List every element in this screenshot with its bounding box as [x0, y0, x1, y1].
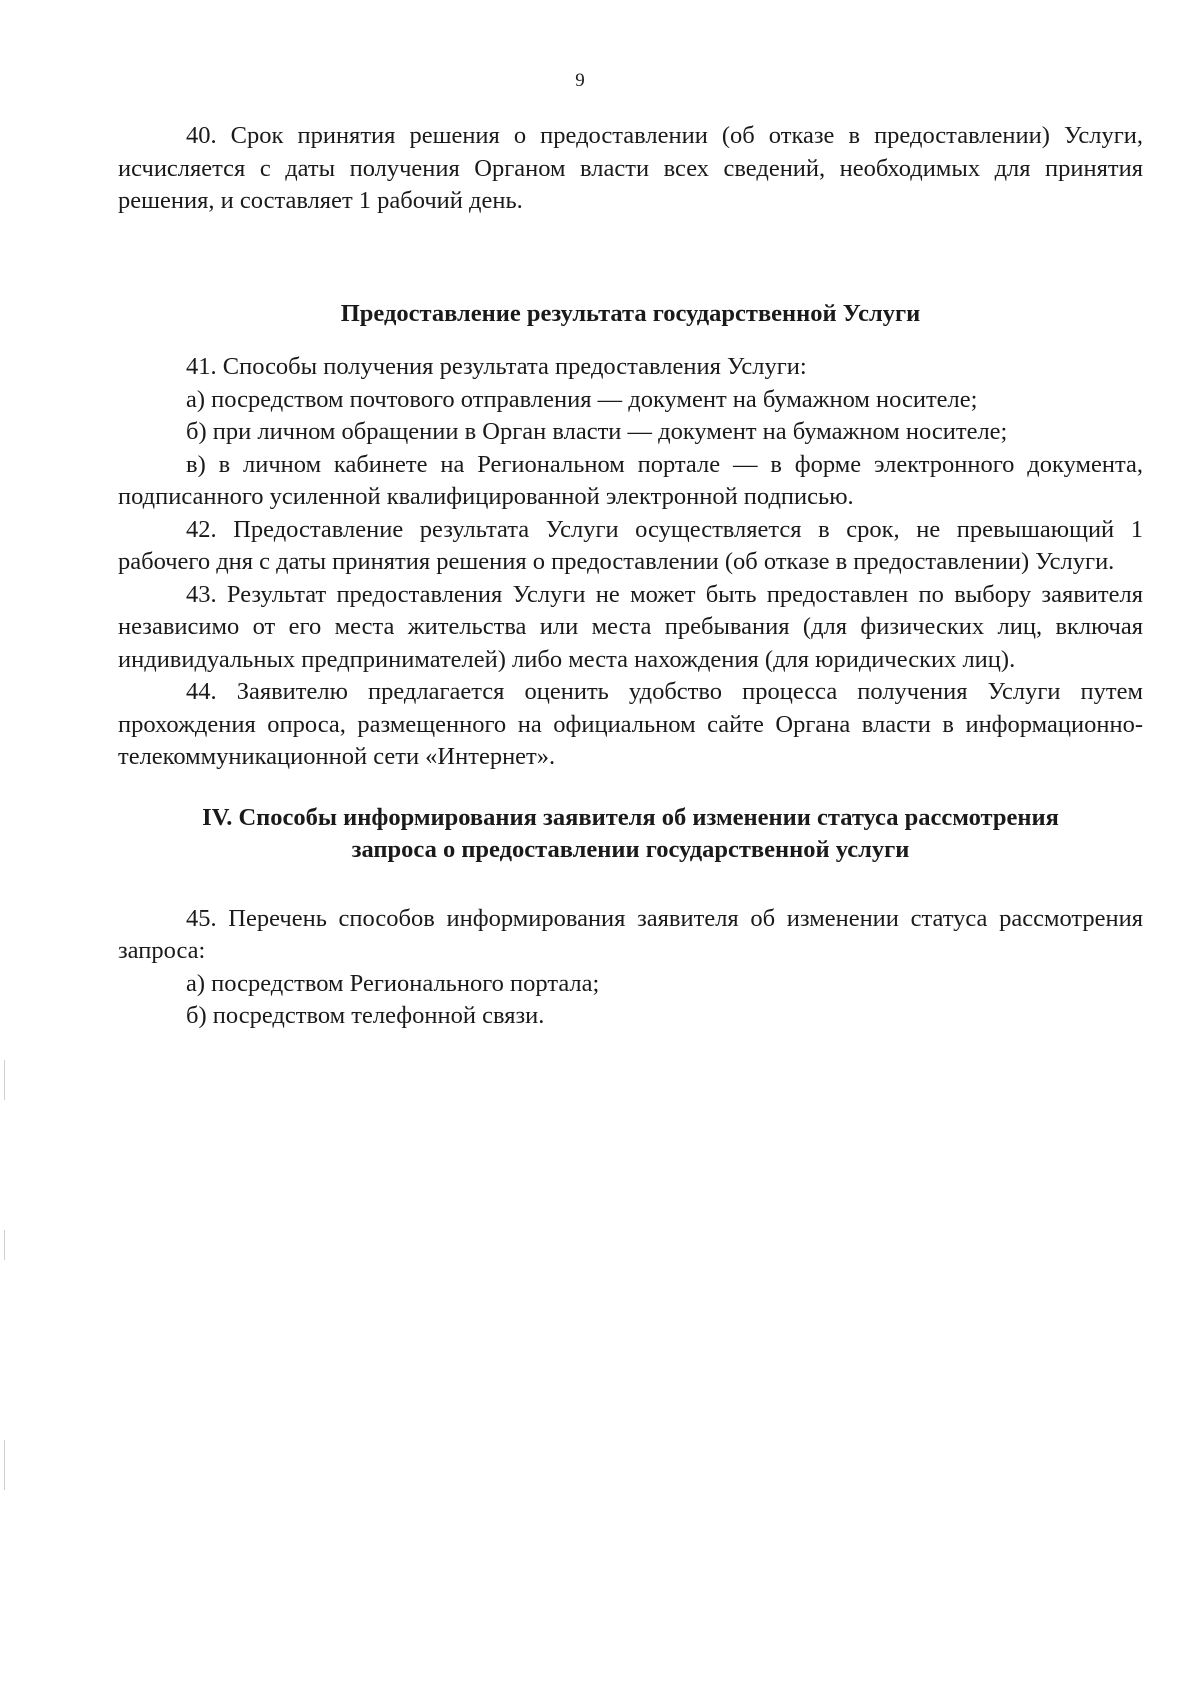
- scan-edge-mark: [4, 1060, 5, 1100]
- list-item-41a: а) посредством почтового отправления — документ на бумажном носителе;: [186, 385, 978, 413]
- list-item-45a: а) посредством Регионального портала;: [186, 969, 600, 997]
- section-heading-iv-line2: запроса о предоставлении государственной услуги: [351, 836, 910, 863]
- list-item-41c: в) в личном кабинете на Региональном портале — в форме электронного документа, подписанного усиленной квалифицированной электронной подписью.: [118, 450, 1143, 510]
- document-body: [118, 120, 1143, 1033]
- paragraph-42: 42. Предоставление результата Услуги осуществляется в срок, не превышающий 1 рабочего дня с даты принятия решения о предоставлении (об отказе в предоставлении) Услуги.: [118, 515, 1143, 575]
- paragraph-40: 40. Срок принятия решения о предоставлении (об отказе в предоставлении) Услуги, исчисляется с даты получения Органом власти всех сведений, необходимых для принятия решения, и составляет 1 рабочий день.: [118, 122, 1143, 214]
- paragraph-45: 45. Перечень способов информирования заявителя об изменении статуса рассмотрения запроса:: [118, 904, 1143, 964]
- paragraph-44: 44. Заявителю предлагается оценить удобство процесса получения Услуги путем прохождения опроса, размещенного на официальном сайте Органа власти в информационно-телекоммуникационной сети «Интернет».: [118, 678, 1143, 770]
- section-heading-result: Предоставление результата государственной Услуги: [340, 299, 921, 327]
- scan-edge-mark: [4, 1230, 5, 1260]
- list-item-41b: б) при личном обращении в Орган власти — документ на бумажном носителе;: [186, 418, 1008, 445]
- paragraph-41: 41. Способы получения результата предоставления Услуги:: [186, 353, 807, 380]
- paragraph-43: 43. Результат предоставления Услуги не может быть предоставлен по выбору заявителя независимо от его места жительства или места пребывания (для физических лиц, включая индивидуальных предпринимателей) либо места нахождения (для юридических лиц).: [118, 580, 1143, 673]
- scan-edge-mark: [4, 1440, 5, 1490]
- section-heading-iv-line1: IV. Способы информирования заявителя об изменении статуса рассмотрения: [202, 803, 1059, 831]
- page-number: 9: [575, 70, 585, 91]
- list-item-45b: б) посредством телефонной связи.: [186, 1002, 545, 1029]
